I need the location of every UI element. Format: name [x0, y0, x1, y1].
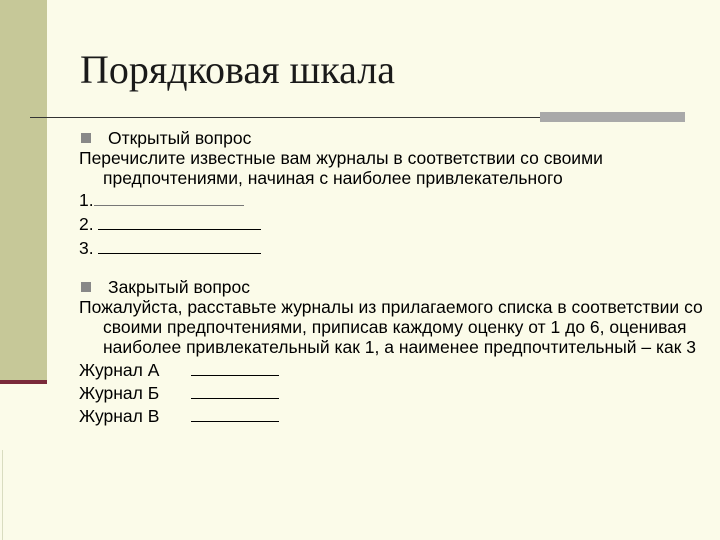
answer-blank [98, 213, 261, 230]
rating-blank [191, 405, 279, 422]
left-decorative-band [0, 0, 47, 382]
rating-blank [191, 359, 279, 376]
answer-blank [94, 189, 244, 206]
square-bullet-icon [81, 133, 91, 143]
closed-question-instruction: Пожалуйста, расставьте журналы из прилагаемого списка в соответствии со своими предпочтениями, приписав каждому оценку от 1 до 6, оценивая наиболее привлекательный как 1, а наименее предпочтительный – как 3 [79, 297, 703, 357]
rating-blank [191, 382, 279, 399]
title-accent-bar [540, 112, 685, 122]
journal-row-c [79, 405, 704, 426]
answer-line-1 [79, 189, 704, 210]
open-question-heading: Открытый вопрос [108, 128, 252, 148]
answer-number: 1. [79, 190, 94, 210]
journal-label: Журнал А [79, 360, 160, 380]
journal-row-a [79, 359, 704, 380]
closed-question-heading: Закрытый вопрос [108, 277, 251, 297]
answer-blank [98, 237, 261, 254]
left-edge-line [2, 450, 3, 540]
answer-number: 2. [79, 214, 99, 234]
answer-number: 3. [79, 238, 99, 258]
journal-row-b [79, 382, 704, 403]
open-question-instruction: Перечислите известные вам журналы в соответствии со своими предпочтениями, начиная с наиболее привлекательного [79, 148, 603, 188]
closed-question-bullet [79, 277, 704, 297]
answer-line-2 [79, 213, 704, 234]
slide-content [79, 128, 704, 426]
answer-line-3 [79, 237, 704, 258]
slide-title: Порядковая шкала [80, 47, 395, 92]
square-bullet-icon [81, 282, 91, 292]
open-question-bullet [79, 128, 704, 148]
journal-label: Журнал В [79, 406, 160, 426]
title-underline [30, 117, 540, 118]
left-accent-stripe [0, 380, 47, 384]
journal-label: Журнал Б [79, 383, 160, 403]
